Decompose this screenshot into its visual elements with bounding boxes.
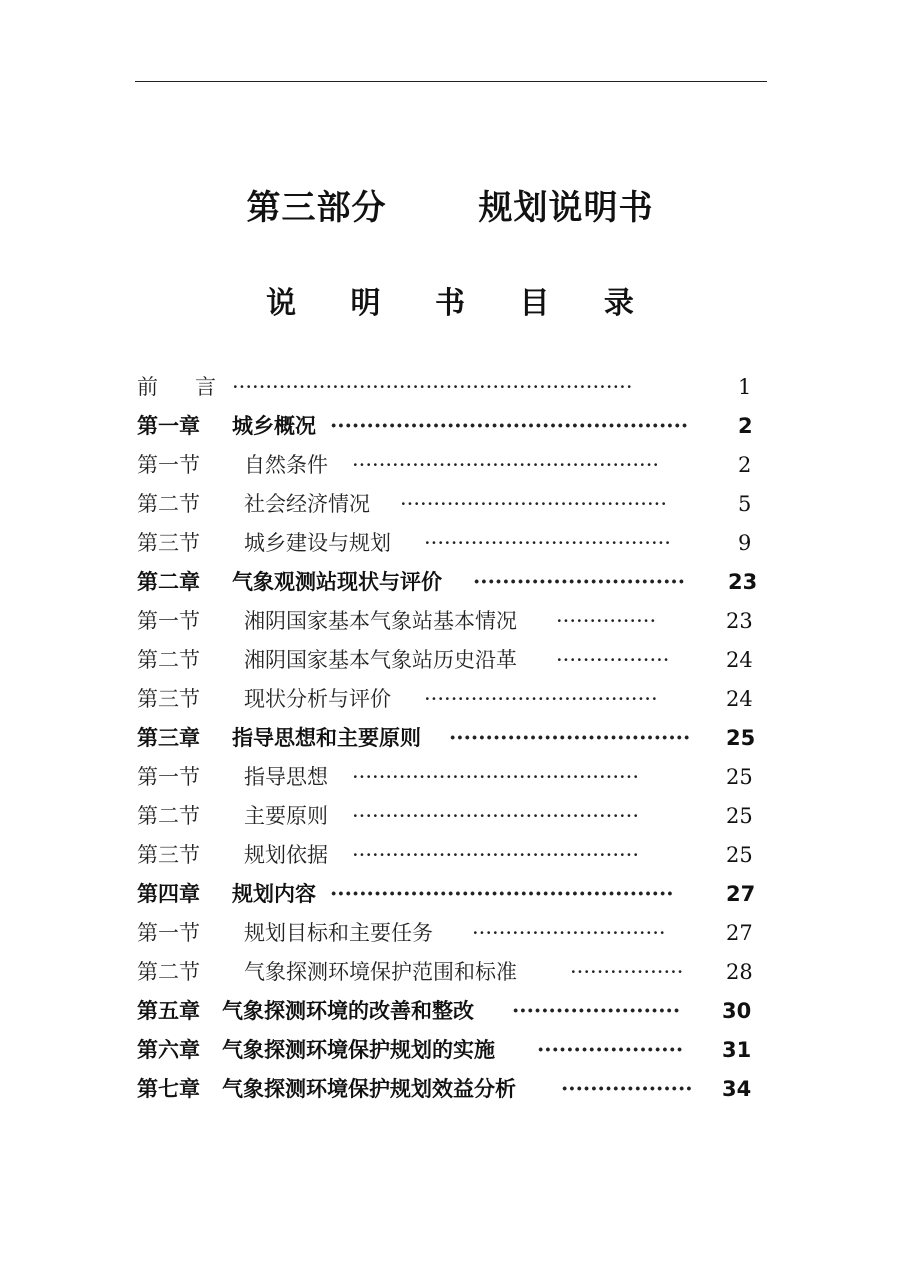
toc-entry-label: 第一节 [137, 453, 200, 477]
toc-entry-title: 规划内容 [232, 882, 316, 906]
toc-entry-title: 指导思想和主要原则 [232, 726, 421, 750]
toc-section-row [0, 684, 900, 714]
toc-entry-label: 第二章 [137, 570, 200, 594]
toc-leader-dots: ··································· [424, 687, 658, 711]
toc-section-row [0, 957, 900, 987]
part-label: 第三部分 [246, 188, 387, 228]
toc-chapter-row [0, 996, 900, 1026]
toc-entry-label: 第六章 [137, 1038, 200, 1062]
toc-entry-title: 自然条件 [244, 453, 328, 477]
toc-section-row [0, 528, 900, 558]
toc-section-row [0, 840, 900, 870]
toc-section-row [0, 762, 900, 792]
toc-page-number: 25 [726, 804, 753, 828]
toc-leader-dots: ················· [556, 648, 670, 672]
header-rule [135, 81, 767, 82]
toc-leader-dots: ·············································· [352, 453, 660, 477]
toc-entry-label: 第二节 [137, 648, 200, 672]
toc-entry-title: 规划依据 [244, 843, 328, 867]
toc-entry-label: 第三节 [137, 687, 200, 711]
toc-section-row [0, 450, 900, 480]
toc-leader-dots: ··············································· [330, 881, 674, 906]
toc-section-row [0, 606, 900, 636]
toc-leader-dots: ···················· [537, 1037, 684, 1062]
toc-leader-dots: ····························· [473, 569, 686, 594]
toc-section-row [0, 645, 900, 675]
toc-entry-title: 主要原则 [244, 804, 328, 828]
toc-page-number: 34 [722, 1077, 752, 1101]
toc-page-number: 25 [726, 726, 756, 750]
toc-section-row [0, 801, 900, 831]
toc-page-number: 24 [726, 687, 753, 711]
toc-page-number: 27 [726, 882, 756, 906]
toc-page-number: 23 [726, 609, 753, 633]
toc-entry-label: 第二节 [137, 960, 200, 984]
toc-entry-title: 气象探测环境保护规划效益分析 [222, 1077, 516, 1101]
toc-leader-dots: ····························· [472, 921, 666, 945]
toc-chapter-row [0, 1035, 900, 1065]
toc-leader-dots: ··········································· [352, 843, 640, 867]
toc-chapter-row [0, 723, 900, 753]
toc-page-number: 1 [738, 375, 752, 399]
toc-entry-title: 湘阴国家基本气象站基本情况 [244, 609, 517, 633]
toc-entry-title: 气象探测环境保护规划的实施 [222, 1038, 495, 1062]
toc-leader-dots: ··········································· [352, 804, 640, 828]
toc-entry-title: 城乡概况 [232, 414, 316, 438]
toc-entry-title: 城乡建设与规划 [244, 531, 391, 555]
toc-entry-label: 第一节 [137, 765, 200, 789]
toc-leader-dots: ································· [449, 725, 691, 750]
toc-entry-title: 湘阴国家基本气象站历史沿革 [244, 648, 517, 672]
toc-page-number: 28 [726, 960, 753, 984]
toc-page-number: 2 [738, 414, 753, 438]
toc-entry-label: 第五章 [137, 999, 200, 1023]
toc-chapter-row [0, 567, 900, 597]
toc-entry-title: 规划目标和主要任务 [244, 921, 433, 945]
toc-entry-label: 第三节 [137, 531, 200, 555]
toc-page-number: 5 [738, 492, 752, 516]
toc-entry-label: 第三章 [137, 726, 200, 750]
toc-entry-title: 指导思想 [244, 765, 328, 789]
part-title [0, 180, 900, 229]
part-name: 规划说明书 [478, 188, 654, 228]
toc-leader-dots: ········································ [400, 492, 668, 516]
toc-leader-dots: ···························································· [232, 375, 633, 399]
toc-entry-label: 前 言 [137, 375, 224, 399]
toc-entry-title: 社会经济情况 [244, 492, 370, 516]
toc-leader-dots: ······················· [512, 998, 681, 1023]
toc-chapter-row [0, 411, 900, 441]
toc-page-number: 2 [738, 453, 752, 477]
toc-page-number: 30 [722, 999, 752, 1023]
toc-leader-dots: ················· [570, 960, 684, 984]
toc-entry-title: 气象观测站现状与评价 [232, 570, 442, 594]
toc-leader-dots: ··············· [556, 609, 657, 633]
toc-leader-dots: ····································· [424, 531, 671, 555]
toc-entry-label: 第一节 [137, 921, 200, 945]
toc-page-number: 25 [726, 765, 753, 789]
toc-page-number: 27 [726, 921, 753, 945]
toc-entry-label: 第四章 [137, 882, 200, 906]
toc-chapter-row [0, 1074, 900, 1104]
toc-leader-dots: ··········································· [352, 765, 640, 789]
toc-page-number: 24 [726, 648, 753, 672]
toc-chapter-row [0, 879, 900, 909]
toc-section-row [0, 372, 900, 402]
toc-page-number: 23 [728, 570, 758, 594]
toc-section-row [0, 918, 900, 948]
toc-leader-dots: ················································· [330, 413, 689, 438]
toc-entry-label: 第三节 [137, 843, 200, 867]
toc-entry-label: 第一节 [137, 609, 200, 633]
toc-entry-title: 气象探测环境保护范围和标准 [244, 960, 517, 984]
toc-entry-title: 气象探测环境的改善和整改 [222, 999, 474, 1023]
toc-entry-label: 第一章 [137, 414, 200, 438]
toc-page-number: 9 [738, 531, 752, 555]
toc-entry-label: 第二节 [137, 492, 200, 516]
toc-heading: 说 明 书 目 录 [266, 286, 656, 321]
toc-page-number: 31 [722, 1038, 752, 1062]
toc-entry-label: 第七章 [137, 1077, 200, 1101]
toc-entry-label: 第二节 [137, 804, 200, 828]
toc-leader-dots: ·················· [561, 1076, 693, 1101]
toc-entry-title: 现状分析与评价 [244, 687, 391, 711]
toc-section-row [0, 489, 900, 519]
toc-page-number: 25 [726, 843, 753, 867]
